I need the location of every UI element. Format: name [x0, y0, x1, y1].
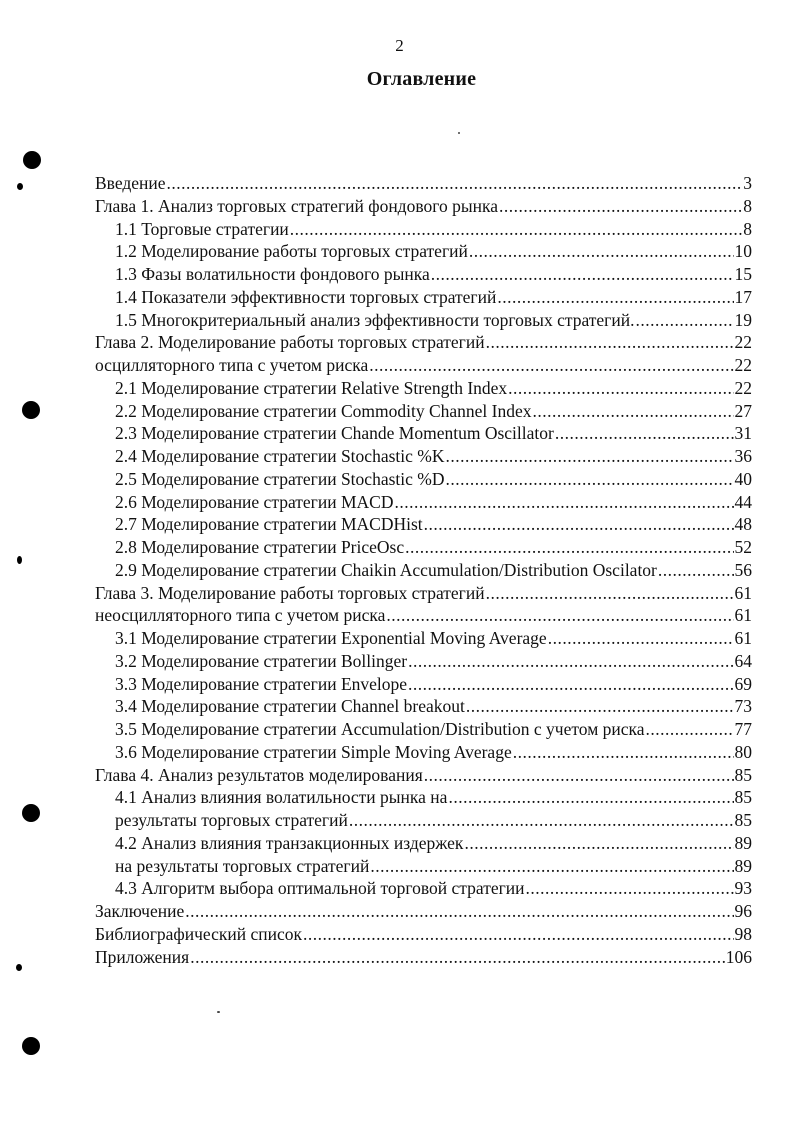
- toc-entry-page: 98: [734, 923, 752, 944]
- toc-entry-label: 3.3 Моделирование стратегии Envelope: [115, 673, 408, 694]
- toc-dot-leader: [408, 650, 733, 673]
- toc-entry: [95, 695, 752, 718]
- toc-entry: [95, 218, 752, 241]
- toc-entry: [95, 491, 752, 514]
- toc-entry-page: 22: [734, 377, 752, 398]
- toc-entry-label: Библиографический список: [95, 923, 303, 944]
- toc-dot-leader: [448, 786, 733, 809]
- toc-dot-leader: [486, 331, 734, 354]
- toc-entry: [95, 900, 752, 923]
- toc-entry-label: Глава 2. Моделирование работы торговых стратегий: [95, 332, 485, 353]
- toc-entry-page: 8: [743, 218, 752, 239]
- toc-entry-label: 1.3 Фазы волатильности фондового рынка: [115, 264, 430, 284]
- toc-entry: [95, 855, 752, 878]
- toc-entry: [95, 172, 752, 195]
- toc-entry-label: Введение: [95, 173, 166, 193]
- toc-entry-label: 3.5 Моделирование стратегии Accumulation/Distribution с учетом риска: [115, 719, 645, 739]
- toc-dot-leader: [533, 400, 734, 423]
- toc-entry-page: 22: [734, 332, 752, 353]
- toc-dot-leader: [469, 240, 734, 263]
- toc-dot-leader: [635, 309, 733, 332]
- toc-entry: [95, 809, 752, 832]
- toc-entry-page: 48: [734, 514, 752, 535]
- toc-dot-leader: [464, 832, 733, 855]
- toc-entry-label: 1.4 Показатели эффективности торговых стратегий: [115, 286, 497, 307]
- toc-entry: [95, 536, 752, 559]
- toc-entry: [95, 195, 752, 218]
- toc-entry-page: 15: [734, 264, 752, 284]
- toc-entry-label: 2.9 Моделирование стратегии Chaikin Accumulation/Distribution Oscilator: [115, 559, 657, 580]
- scan-speck: [217, 1011, 220, 1013]
- toc-entry: [95, 445, 752, 468]
- toc-entry: [95, 513, 752, 536]
- toc-entry-page: 96: [734, 901, 752, 921]
- toc-dot-leader: [424, 764, 734, 787]
- toc-entry-page: 61: [734, 628, 752, 648]
- toc-dot-leader: [555, 422, 734, 445]
- toc-entry: [95, 377, 752, 400]
- toc-entry-label: 2.6 Моделирование стратегии MACD: [115, 491, 394, 512]
- toc-entry: [95, 877, 752, 900]
- toc-entry-page: 3: [743, 173, 752, 193]
- toc-entry-page: 85: [734, 810, 752, 830]
- toc-entry-page: 36: [734, 446, 752, 466]
- toc-entry-page: 17: [734, 286, 752, 307]
- toc-entry-label: неосцилляторного типа с учетом риска: [95, 605, 386, 626]
- toc-entry-page: 40: [734, 468, 752, 489]
- punch-hole: [22, 1037, 40, 1055]
- toc-entry-label: Приложения: [95, 946, 190, 967]
- toc-dot-leader: [431, 263, 734, 286]
- toc-entry: [95, 354, 752, 377]
- page-number: 2: [395, 36, 404, 55]
- toc-dot-leader: [290, 218, 742, 241]
- toc-entry-page: 85: [734, 787, 752, 808]
- toc-dot-leader: [513, 741, 734, 764]
- toc-dot-leader: [386, 604, 733, 627]
- toc-entry-label: Глава 4. Анализ результатов моделирования: [95, 764, 423, 785]
- toc-entry-page: 85: [734, 764, 752, 785]
- toc-entry: [95, 309, 752, 332]
- toc-dot-leader: [349, 809, 734, 832]
- page-title: Оглавление: [366, 68, 477, 90]
- toc-dot-leader: [167, 172, 743, 195]
- toc-entry: [95, 673, 752, 696]
- toc-dot-leader: [646, 718, 734, 741]
- toc-entry: [95, 604, 752, 627]
- punch-hole: [22, 804, 40, 822]
- toc-entry-label: 2.5 Моделирование стратегии Stochastic %D: [115, 468, 445, 489]
- toc-entry-label: на результаты торговых стратегий: [115, 855, 370, 876]
- toc-dot-leader: [303, 923, 733, 946]
- punch-hole: [16, 964, 22, 971]
- toc-entry-page: 89: [734, 832, 752, 853]
- toc-entry-page: 22: [734, 355, 752, 375]
- toc-entry: [95, 650, 752, 673]
- toc-entry-page: 19: [734, 309, 752, 330]
- toc-entry: [95, 263, 752, 286]
- toc-entry-label: 3.6 Моделирование стратегии Simple Moving Average: [115, 741, 512, 762]
- toc-dot-leader: [508, 377, 733, 400]
- toc-dot-leader: [497, 286, 733, 309]
- toc-entry: [95, 240, 752, 263]
- toc-dot-leader: [466, 695, 734, 718]
- toc-entry-label: 2.4 Моделирование стратегии Stochastic %K: [115, 446, 445, 466]
- punch-hole: [17, 556, 22, 564]
- toc-entry-page: 73: [734, 696, 752, 717]
- toc-dot-leader: [526, 877, 734, 900]
- toc-entry-label: 4.1 Анализ влияния волатильности рынка на: [115, 787, 448, 808]
- toc-entry-label: 1.2 Моделирование работы торговых стратегий: [115, 241, 468, 262]
- toc-entry-label: 1.5 Многокритериальный анализ эффективности торговых стратегий.: [115, 309, 635, 330]
- punch-hole: [22, 401, 40, 419]
- toc-dot-leader: [548, 627, 734, 650]
- toc-entry-label: 2.3 Моделирование стратегии Chande Momentum Oscillator: [115, 423, 554, 444]
- toc-dot-leader: [190, 946, 725, 969]
- toc-entry: [95, 331, 752, 354]
- toc-entry-label: 3.2 Моделирование стратегии Bollinger: [115, 650, 408, 671]
- toc-entry: [95, 400, 752, 423]
- toc-entry-label: Глава 1. Анализ торговых стратегий фондового рынка: [95, 195, 498, 216]
- toc-dot-leader: [394, 491, 733, 514]
- toc-entry-page: 52: [734, 537, 752, 557]
- toc-dot-leader: [445, 468, 733, 491]
- toc-entry-label: Заключение: [95, 901, 185, 921]
- toc-entry-page: 69: [734, 673, 752, 694]
- toc-entry-label: 2.1 Моделирование стратегии Relative Strength Index: [115, 377, 508, 398]
- toc-entry-label: 2.7 Моделирование стратегии MACDHist: [115, 514, 423, 535]
- punch-hole: [23, 151, 41, 169]
- toc-entry-page: 27: [734, 400, 752, 421]
- toc-dot-leader: [185, 900, 733, 923]
- toc-entry-label: 2.8 Моделирование стратегии PriceOsc: [115, 537, 405, 557]
- toc-entry-page: 56: [734, 559, 752, 580]
- toc-entry-page: 61: [734, 582, 752, 603]
- toc-entry-page: 61: [734, 605, 752, 626]
- toc-entry-page: 89: [734, 855, 752, 876]
- toc-dot-leader: [370, 855, 733, 878]
- toc-entry: [95, 286, 752, 309]
- toc-entry: [95, 923, 752, 946]
- toc-entry-page: 31: [734, 423, 752, 444]
- toc-dot-leader: [405, 536, 733, 559]
- toc-entry: [95, 764, 752, 787]
- toc-entry: [95, 832, 752, 855]
- toc-dot-leader: [445, 445, 733, 468]
- toc-entry-page: 80: [734, 741, 752, 762]
- toc-entry-label: 2.2 Моделирование стратегии Commodity Channel Index: [115, 400, 532, 421]
- toc-entry: [95, 422, 752, 445]
- toc-dot-leader: [408, 673, 733, 696]
- table-of-contents: [95, 172, 752, 968]
- toc-entry-label: 3.4 Моделирование стратегии Channel breakout: [115, 696, 465, 717]
- toc-entry-label: 1.1 Торговые стратегии: [115, 218, 289, 239]
- toc-entry-page: 77: [734, 719, 752, 739]
- toc-entry-page: 44: [734, 491, 752, 512]
- toc-dot-leader: [486, 582, 734, 605]
- toc-entry: [95, 786, 752, 809]
- toc-entry-label: осцилляторного типа с учетом риска: [95, 355, 369, 375]
- toc-dot-leader: [424, 513, 734, 536]
- toc-entry-label: Глава 3. Моделирование работы торговых стратегий: [95, 582, 485, 603]
- toc-entry-label: 3.1 Моделирование стратегии Exponential Moving Average: [115, 628, 547, 648]
- toc-entry-page: 93: [734, 878, 752, 899]
- toc-entry: [95, 718, 752, 741]
- toc-entry: [95, 741, 752, 764]
- toc-entry: [95, 468, 752, 491]
- toc-entry: [95, 946, 752, 969]
- toc-dot-leader: [369, 354, 733, 377]
- toc-dot-leader: [658, 559, 734, 582]
- toc-entry-label: результаты торговых стратегий: [115, 810, 348, 830]
- toc-entry: [95, 627, 752, 650]
- toc-entry: [95, 582, 752, 605]
- toc-entry: [95, 559, 752, 582]
- toc-entry-label: 4.2 Анализ влияния транзакционных издержек: [115, 832, 464, 853]
- toc-entry-page: 64: [734, 650, 752, 671]
- toc-entry-page: 10: [734, 241, 752, 262]
- toc-dot-leader: [499, 195, 742, 218]
- toc-entry-page: 8: [743, 195, 752, 216]
- punch-hole: [17, 183, 23, 190]
- toc-entry-label: 4.3 Алгоритм выбора оптимальной торговой стратегии: [115, 878, 525, 899]
- scan-speck: [458, 132, 460, 134]
- toc-entry-page: 106: [725, 946, 752, 967]
